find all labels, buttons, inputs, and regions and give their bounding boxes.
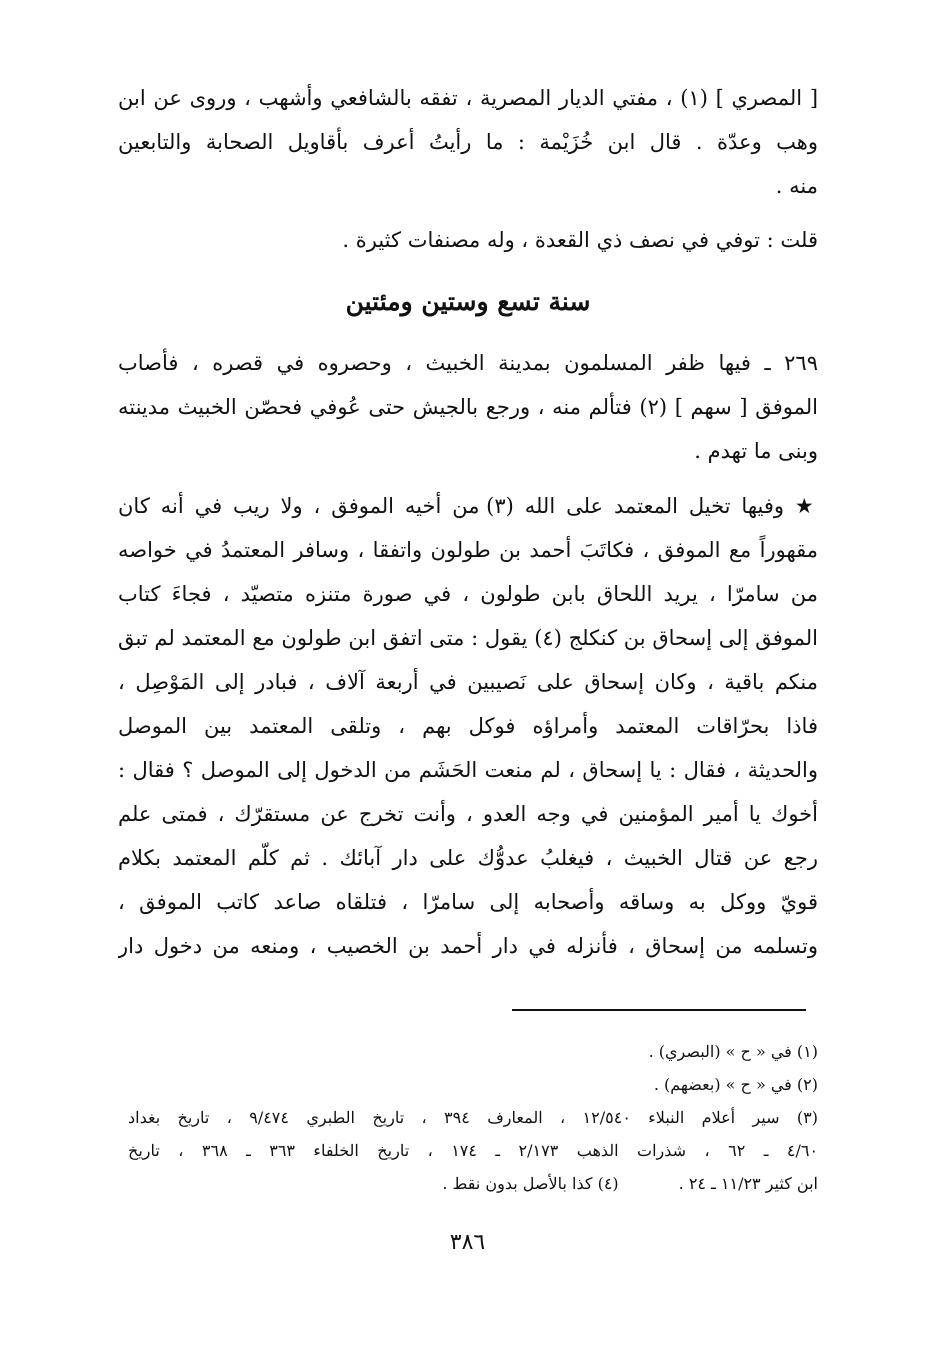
footnote-divider [512, 1009, 806, 1011]
text-line: ٢٦٩ ـ فيها ظفر المسلمون بمدينة الخبيث ، وحصروه في قصره ، فأصاب [118, 351, 818, 375]
paragraph-mutamid [118, 484, 818, 968]
text-line: أخوك يا أمير المؤمنين في وجه العدو ، وأنت تخرج عن مستقرّك ، فمتى علم [118, 802, 818, 826]
text-line: منكم باقية ، وكان إسحاق على نَصيبين في أربعة آلاف ، فبادر إلى المَوْصِل ، [118, 670, 818, 694]
text-line: فاذا بحرّاقات المعتمد وأمراؤه فوكل بهم ، وتلقى المعتمد بين الموصل [118, 714, 818, 738]
paragraph-biography [118, 76, 818, 208]
text-line: الموفق إلى إسحاق بن كنكلج (٤) يقول : متى اتفق ابن طولون مع المعتمد لم تبق [118, 626, 818, 650]
author-note: قلت : توفي في نصف ذي القعدة ، وله مصنفات كثيرة . [342, 228, 818, 252]
text-line: مقهوراً مع الموفق ، فكاتَبَ أحمد بن طولون واتفقا ، وسافر المعتمدُ في خواصه [118, 538, 818, 562]
text-line: والحديثة ، فقال : يا إسحاق ، لم منعت الحَشَم من الدخول إلى الموصل ؟ فقال : [118, 758, 818, 782]
text-line: ★ وفيها تخيل المعتمد على الله (٣) من أخيه الموفق ، ولا ريب في أنه كان [118, 494, 818, 518]
footnote-4: (٤) كذا بالأصل بدون نقط . [442, 1174, 619, 1193]
text-line: رجع عن قتال الخبيث ، فيغلبُ عدوُّك على دار آبائك . ثم كلّم المعتمد بكلام [118, 846, 818, 870]
text-line: الموفق [ سهم ] (٢) فتألم منه ، ورجع بالجيش حتى عُوفي فحصّن الخبيث مدينته [118, 395, 818, 419]
text-line: وهب وعدّة . قال ابن خُزَيْمة : ما رأيتُ أعرف بأقاويل الصحابة والتابعين [118, 130, 818, 154]
footnote-2: (٢) في « ح » (بعضهم) . [653, 1075, 818, 1094]
footnote-3-line: ٤/٦٠ ـ ٦٢ ، شذرات الذهب ٢/١٧٣ ـ ١٧٤ ، تاريخ الخلفاء ٣٦٣ ـ ٣٦٨ ، تاريخ [128, 1141, 819, 1160]
text-line: وتسلمه من إسحاق ، فأنزله في دار أحمد بن الخصيب ، ومنعه من دخول دار [118, 934, 818, 958]
text-line: [ المصري ] (١) ، مفتي الديار المصرية ، تفقه بالشافعي وأشهب ، وروى عن ابن [118, 86, 818, 110]
paragraph-year-269 [118, 341, 818, 473]
text-line: منه . [775, 174, 818, 198]
footnote-1: (١) في « ح » (البصري) . [648, 1042, 818, 1061]
year-heading: سنة تسع وستين ومئتين [345, 287, 591, 316]
text-line: قويّ ووكل به وساقه وأصحابه إلى سامرّا ، فتلقاه صاعد كاتب الموفق ، [118, 890, 818, 914]
footnote-3-line: (٣) سير أعلام النبلاء ١٢/٥٤٠ ، المعارف ٣٩٤ ، تاريخ الطبري ٩/٤٧٤ ، تاريخ بغداد [128, 1108, 818, 1127]
footnote-3-end: ابن كثير ١١/٢٣ ـ ٢٤ . [678, 1174, 818, 1193]
text-line: وبنى ما تهدم . [694, 439, 818, 463]
footnotes [128, 1035, 818, 1200]
text-line: من سامرّا ، يريد اللحاق بابن طولون ، في صورة متنزه متصيّد ، فجاءَ كتاب [118, 582, 818, 606]
page-number: ٣٨٦ [449, 1230, 486, 1255]
footnote-last-line [128, 1167, 818, 1200]
